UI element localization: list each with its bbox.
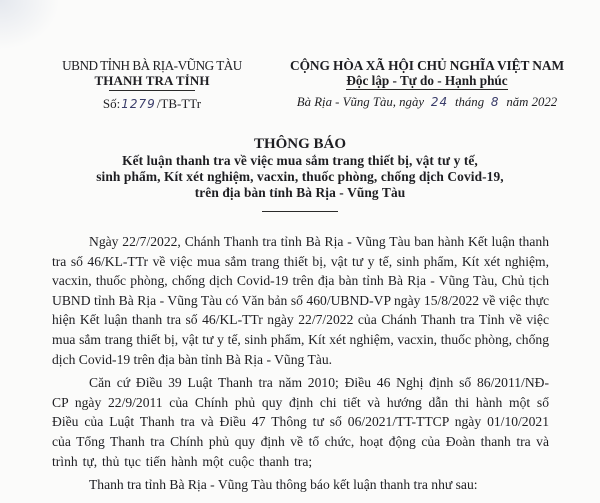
title-divider bbox=[262, 211, 338, 212]
document-number-value: 1279 bbox=[121, 97, 156, 111]
document-body bbox=[52, 232, 549, 495]
body-paragraph-1: Ngày 22/7/2022, Chánh Thanh tra tỉnh Bà Rịa - Vũng Tàu ban hành Kết luận thanh tra số 46/KL-TTr về việc mua sắm trang thiết bị, vật tư y tế, sinh phẩm, Kít xét nghiệm, vacxin, thuốc phòng, chống dịch Covid-19 trên địa bàn tỉnh Bà Rịa - Vũng Tàu, Chủ tịch UBND tỉnh Bà Rịa - Vũng Tàu có Văn bản số 460/UBND-VP ngày 15/8/2022 về việc thực hiện Kết luận thanh tra số 46/KL-TTr ngày 22/7/2022 của Chánh Thanh tra Tỉnh về việc mua sắm trang thiết bị, vật tư y tế, sinh phẩm, Kít xét nghiệm, vacxin, thuốc phòng, chống dịch Covid-19 trên địa bàn tỉnh Bà Rịa - Vũng Tàu. bbox=[52, 234, 549, 367]
document-title-block bbox=[0, 136, 600, 212]
document-subject-line-2: sinh phẩm, Kít xét nghiệm, vacxin, thuốc phòng, chống dịch Covid-19, bbox=[96, 169, 504, 184]
organization-underline bbox=[109, 90, 195, 91]
document-number-prefix: Số: bbox=[102, 96, 121, 111]
place-date-prefix: Bà Rịa - Vũng Tàu, ngày bbox=[296, 95, 425, 109]
national-heading-block bbox=[254, 58, 600, 110]
date-year: năm 2022 bbox=[506, 95, 558, 109]
parent-organization: UBND TỈNH BÀ RỊA-VŨNG TÀU bbox=[62, 58, 242, 73]
document-subject-line-3: trên địa bàn tỉnh Bà Rịa - Vũng Tàu bbox=[194, 185, 406, 200]
document-number-suffix: /TB-TTr bbox=[156, 96, 202, 111]
issuing-organization-block bbox=[47, 58, 257, 112]
body-paragraph-2: Căn cứ Điều 39 Luật Thanh tra năm 2010; Điều 46 Nghị định số 86/2011/NĐ-CP ngày 22/9/2011 của Chính phủ quy định chi tiết và hướng dẫn thi hành một số Điều của Luật Thanh tra và Điều 47 Thông tư số 06/2021/TT-TTCP ngày 01/10/2021 của Tổng Thanh tra Chính phủ quy định về tổ chức, hoạt động của Đoàn thanh tra và trình tự, thủ tục tiến hành một cuộc thanh tra; bbox=[52, 375, 549, 469]
date-month: 8 bbox=[486, 95, 505, 109]
document-number bbox=[47, 96, 257, 112]
date-day: 24 bbox=[426, 95, 453, 109]
place-and-date bbox=[254, 95, 600, 110]
body-paragraph-3: Thanh tra tỉnh Bà Rịa - Vũng Tàu thông báo kết luận thanh tra như sau: bbox=[89, 477, 478, 493]
document-type: THÔNG BÁO bbox=[253, 136, 347, 152]
scan-edge-shading bbox=[0, 0, 60, 50]
document-header bbox=[0, 58, 600, 118]
national-title: CỘNG HÒA XÃ HỘI CHỦ NGHĨA VIỆT NAM bbox=[290, 58, 564, 73]
national-motto: Độc lập - Tự do - Hạnh phúc bbox=[346, 73, 508, 88]
date-month-label: tháng bbox=[454, 95, 485, 109]
document-subject-line-1: Kết luận thanh tra về việc mua sắm trang thiết bị, vật tư y tế, bbox=[122, 153, 478, 168]
organization-name: THANH TRA TỈNH bbox=[94, 73, 210, 88]
